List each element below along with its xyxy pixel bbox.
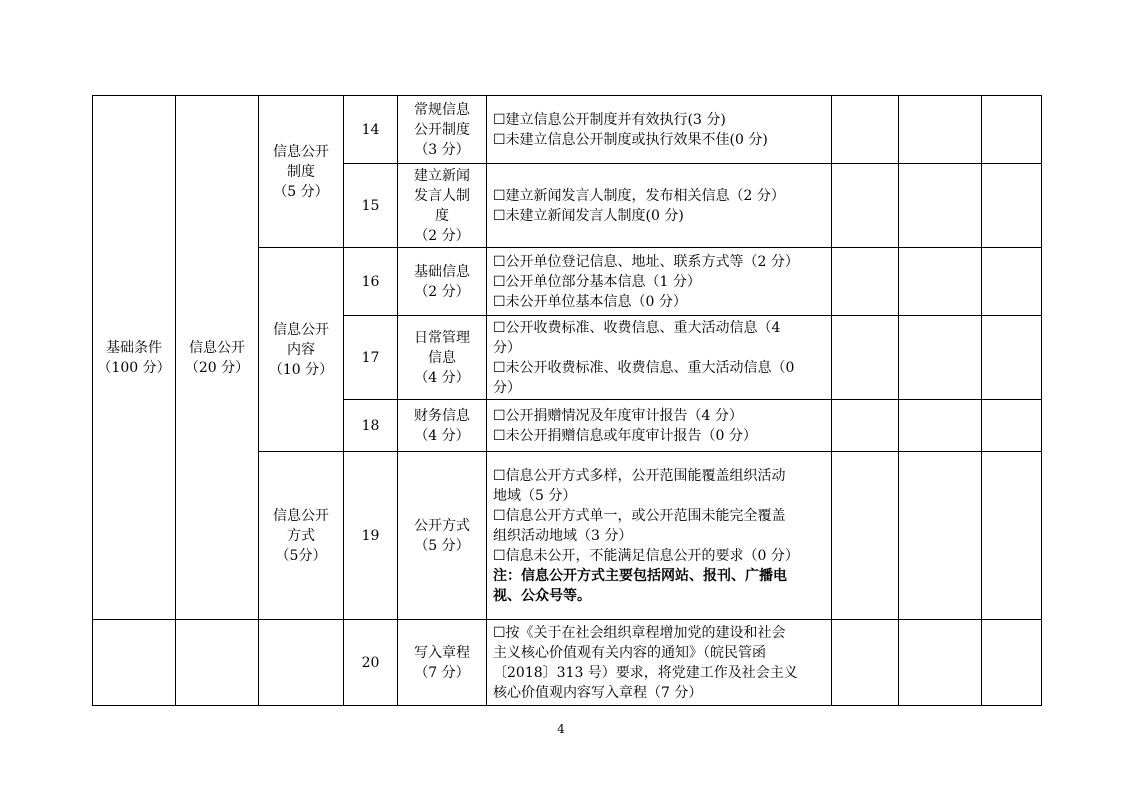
item-cell: 财务信息 （4 分）: [398, 400, 487, 452]
row-number: 20: [344, 620, 398, 706]
criteria-cell: ☐公开收费标准、收费信息、重大活动信息（4 分） ☐未公开收费标准、收费信息、重大活动信息（0 分）: [487, 316, 832, 400]
criteria-cell: ☐公开单位登记信息、地址、联系方式等（2 分） ☐公开单位部分基本信息（1 分） ☐未公开单位基本信息（0 分）: [487, 248, 832, 316]
score-cell: [982, 248, 1042, 316]
score-cell: [832, 620, 899, 706]
item-cell: 公开方式 （5 分）: [398, 452, 487, 620]
score-cell: [832, 164, 899, 248]
page-number: 4: [557, 722, 565, 736]
score-cell: [832, 96, 899, 164]
row-number: 17: [344, 316, 398, 400]
group-cell-system: 信息公开 制度 （5 分）: [259, 96, 344, 248]
score-cell: [982, 164, 1042, 248]
score-cell: [832, 316, 899, 400]
row-number: 19: [344, 452, 398, 620]
item-cell: 基础信息 （2 分）: [398, 248, 487, 316]
row-number: 14: [344, 96, 398, 164]
evaluation-table: [92, 95, 1042, 706]
empty-cell: [93, 620, 176, 706]
note-text: 注：信息公开方式主要包括网站、报刊、广播电: [493, 567, 787, 584]
table-row: [93, 620, 1042, 706]
score-cell: [982, 400, 1042, 452]
criteria-cell: ☐公开捐赠情况及年度审计报告（4 分） ☐未公开捐赠信息或年度审计报告（0 分）: [487, 400, 832, 452]
criteria-cell: ☐信息公开方式多样，公开范围能覆盖组织活动 地域（5 分） ☐信息公开方式单一，或公开范围未能完全覆盖 组织活动地域（3 分） ☐信息未公开，不能满足信息公开的要求（0 分） 注：信息公开方式主要包括网站、报刊、广播电 视、公众号等。: [487, 452, 832, 620]
row-number: 16: [344, 248, 398, 316]
row-number: 15: [344, 164, 398, 248]
group-cell-method: 信息公开 方式 （5分）: [259, 452, 344, 620]
score-cell: [899, 96, 982, 164]
criteria-cell: ☐建立新闻发言人制度，发布相关信息（2 分） ☐未建立新闻发言人制度(0 分): [487, 164, 832, 248]
score-cell: [982, 96, 1042, 164]
category-cell: 基础条件 （100 分）: [93, 96, 176, 620]
score-cell: [982, 452, 1042, 620]
score-cell: [832, 400, 899, 452]
item-cell: 建立新闻 发言人制 度 （2 分）: [398, 164, 487, 248]
score-cell: [899, 620, 982, 706]
item-cell: 常规信息 公开制度 （3 分）: [398, 96, 487, 164]
note-text: 视、公众号等。: [493, 587, 591, 604]
score-cell: [899, 316, 982, 400]
criteria-cell: ☐建立信息公开制度并有效执行(3 分) ☐未建立信息公开制度或执行效果不佳(0 分): [487, 96, 832, 164]
score-cell: [899, 164, 982, 248]
criteria-cell: ☐按《关于在社会组织章程增加党的建设和社会 主义核心价值观有关内容的通知》（皖民管函 〔2018〕313 号）要求，将党建工作及社会主义 核心价值观内容写入章程（7 分）: [487, 620, 832, 706]
score-cell: [899, 452, 982, 620]
score-cell: [832, 452, 899, 620]
score-cell: [982, 316, 1042, 400]
score-cell: [899, 248, 982, 316]
item-cell: 写入章程 （7 分）: [398, 620, 487, 706]
group-cell-content: 信息公开 内容 （10 分）: [259, 248, 344, 452]
empty-cell: [259, 620, 344, 706]
row-number: 18: [344, 400, 398, 452]
subcategory-cell: 信息公开 （20 分）: [176, 96, 259, 620]
score-cell: [832, 248, 899, 316]
score-cell: [982, 620, 1042, 706]
item-cell: 日常管理 信息 （4 分）: [398, 316, 487, 400]
table-row: [93, 96, 1042, 164]
empty-cell: [176, 620, 259, 706]
score-cell: [899, 400, 982, 452]
